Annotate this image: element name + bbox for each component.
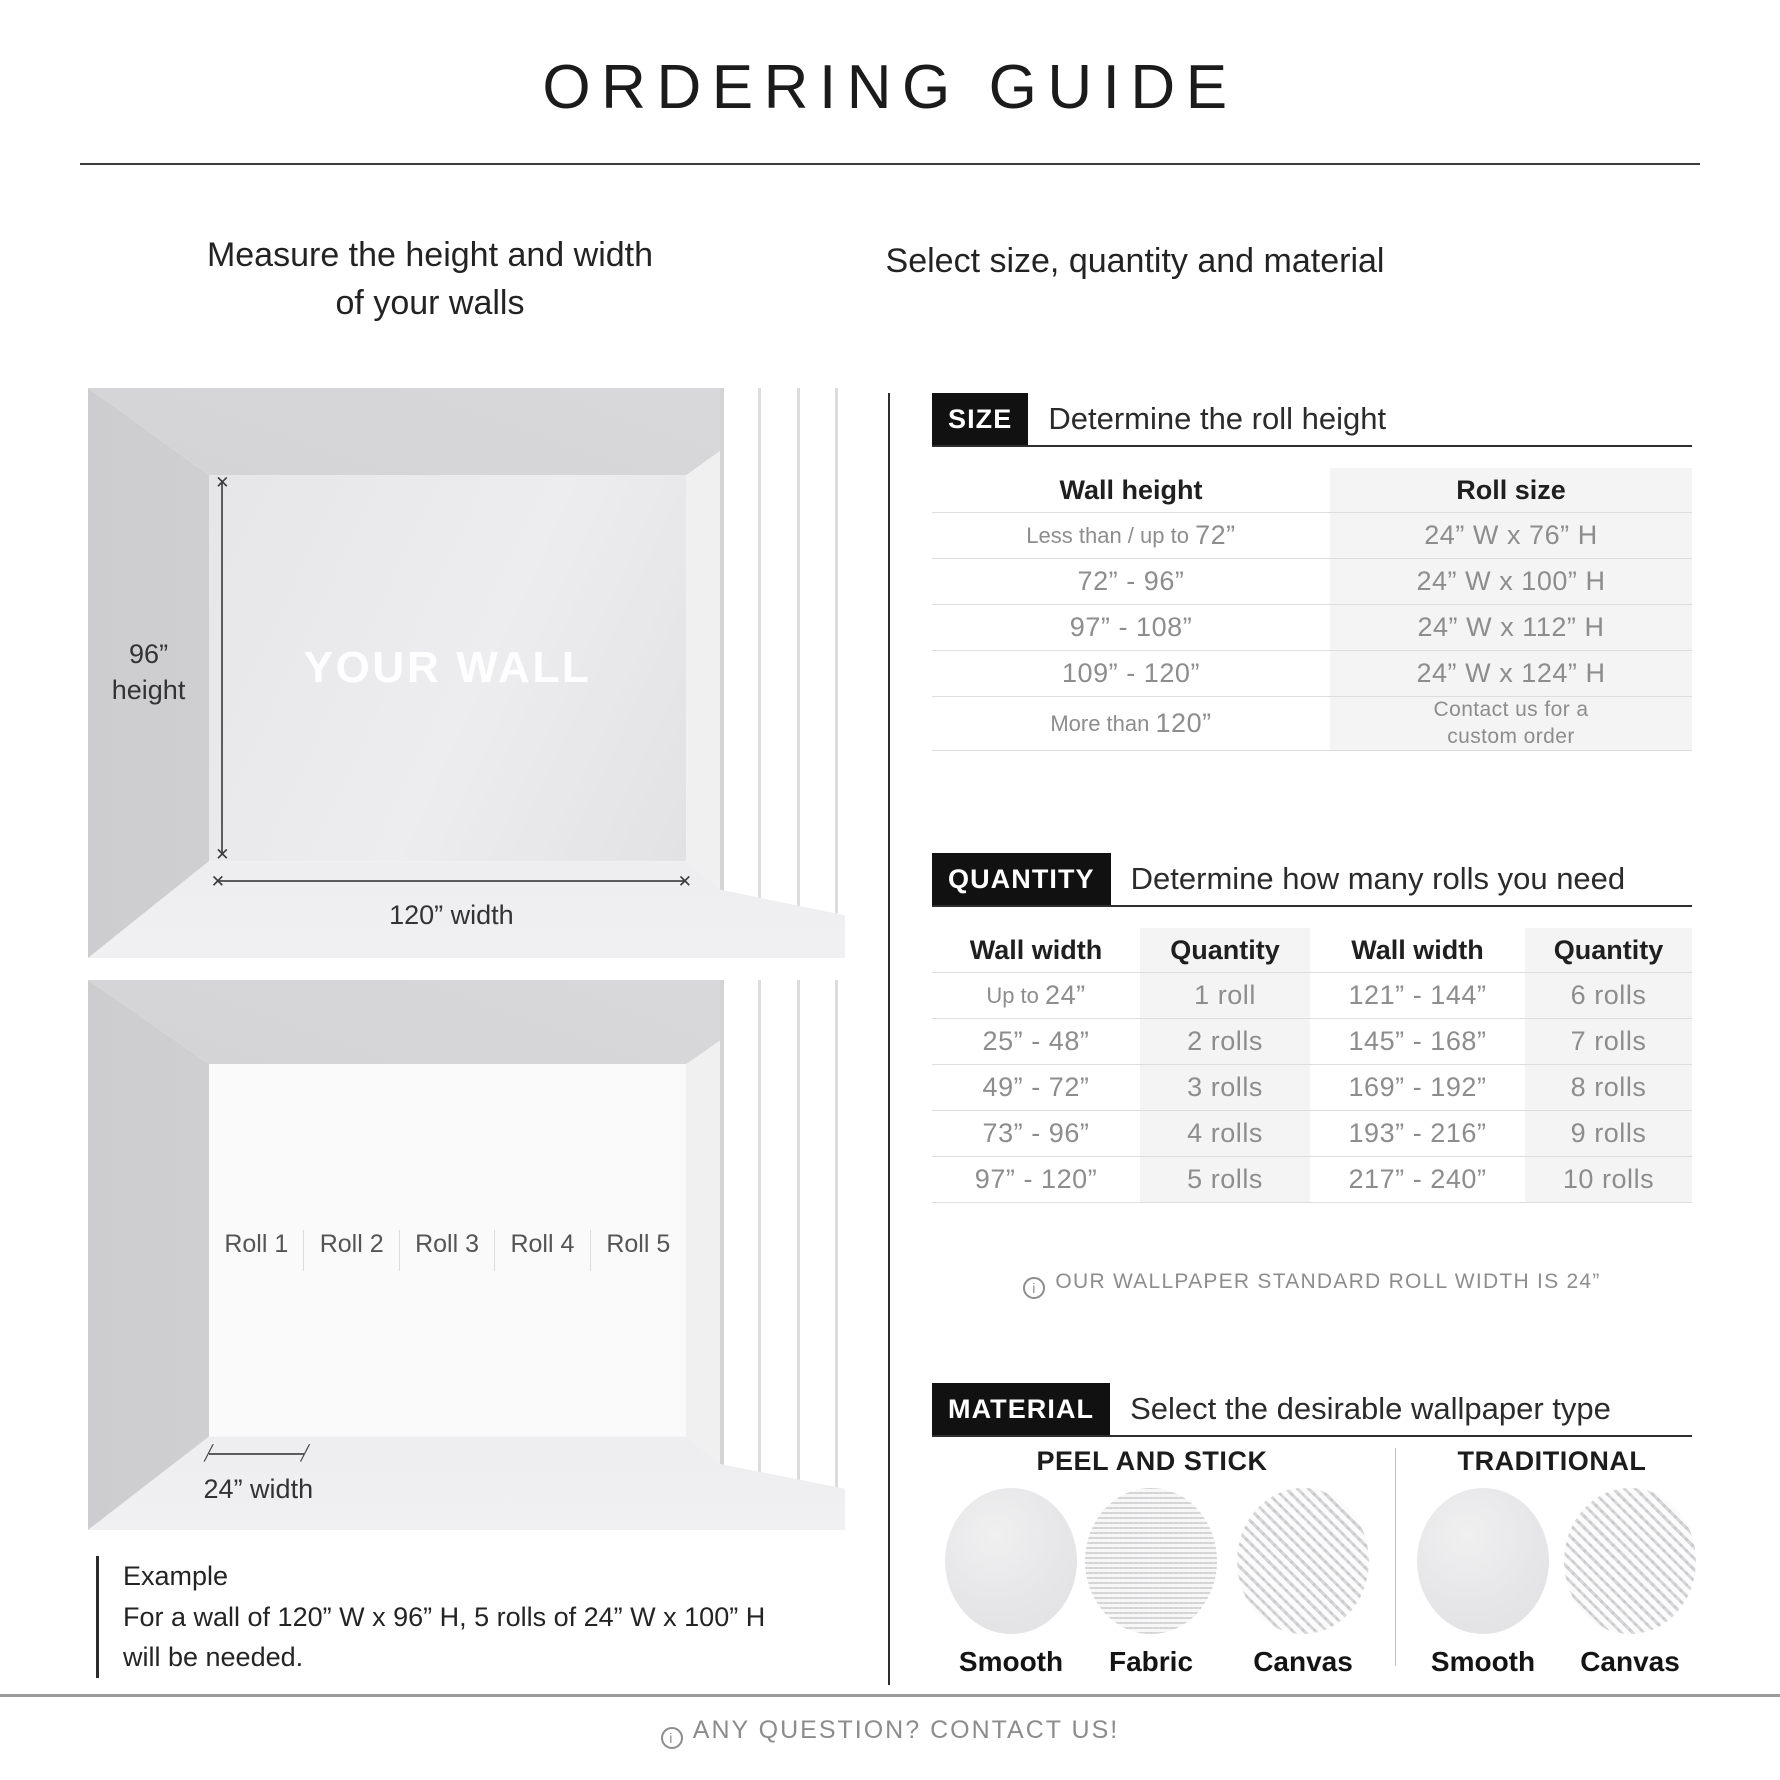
size-roll-cell	[1330, 513, 1692, 559]
cell-value: 6 rolls	[1570, 980, 1647, 1010]
qty-col-wall-width-2: Wall width	[1310, 928, 1525, 973]
size-wall-cell	[932, 513, 1330, 559]
cell-value: 25” - 48”	[982, 1026, 1090, 1056]
qty-wall-cell	[932, 1065, 1140, 1111]
cell-value: 24” W x 76” H	[1424, 520, 1598, 550]
left-heading-line1: Measure the height and width	[206, 236, 654, 274]
qty-count-cell	[1525, 1019, 1692, 1065]
cell-prefix: More than	[1050, 710, 1156, 736]
roll-width-measure-line	[204, 1445, 310, 1462]
roll-label: Roll 3	[415, 1229, 480, 1258]
cell-value: 1 roll	[1194, 980, 1256, 1010]
window-mullion	[835, 388, 838, 958]
quantity-subtitle: Determine how many rolls you need	[1130, 861, 1626, 896]
material-group-peel-and-stick: PEEL AND STICK	[1036, 1446, 1268, 1476]
cell-value: 169” - 192”	[1348, 1072, 1487, 1102]
your-wall-surface	[209, 475, 686, 865]
size-wall-cell	[932, 651, 1330, 697]
wall-height-value: 96”	[129, 638, 169, 669]
measure-tick-icon: ╱	[300, 1445, 310, 1462]
window-mullion	[835, 980, 838, 1530]
roll-label: Roll 5	[606, 1229, 671, 1258]
qty-count-cell	[1140, 1111, 1310, 1157]
height-measure-line	[215, 473, 230, 865]
qty-count-cell	[1140, 973, 1310, 1019]
qty-count-cell	[1525, 1157, 1692, 1203]
material-group-traditional: TRADITIONAL	[1457, 1446, 1647, 1476]
texture-label: Canvas	[1253, 1646, 1353, 1677]
fabric-texture-icon	[1085, 1488, 1217, 1634]
column-divider	[888, 393, 890, 1685]
left-column-heading	[80, 232, 780, 327]
cell-value: 24”	[1045, 980, 1086, 1010]
size-wall-cell	[932, 697, 1330, 751]
cell-value: 120”	[1155, 708, 1212, 738]
roll-wall-surface	[209, 1064, 686, 1436]
wall-width-label: 120” width	[389, 899, 514, 930]
wall-height-word: height	[111, 675, 186, 706]
right-column-heading: Select size, quantity and material	[885, 242, 1385, 280]
material-tag: MATERIAL	[932, 1383, 1110, 1435]
wall-height-label	[99, 636, 197, 709]
cell-value: 193” - 216”	[1348, 1118, 1487, 1148]
material-section-header	[932, 1383, 1692, 1437]
qty-count-cell	[1525, 1111, 1692, 1157]
roll-panel	[591, 1230, 686, 1271]
window-mullion	[758, 980, 761, 1530]
qty-wall-cell	[932, 1111, 1140, 1157]
qty-wall-cell	[932, 973, 1140, 1019]
roll-panel	[304, 1230, 399, 1271]
window-mullion	[797, 980, 800, 1530]
cell-value: Contact us for a custom order	[1433, 698, 1589, 748]
cell-value: 10 rolls	[1562, 1164, 1655, 1194]
smooth-texture-icon	[1417, 1488, 1549, 1634]
texture-label: Canvas	[1580, 1646, 1680, 1677]
cell-value: 2 rolls	[1187, 1026, 1263, 1056]
cell-value: 145” - 168”	[1348, 1026, 1487, 1056]
qty-count-cell	[1140, 1157, 1310, 1203]
roll-width-note	[932, 1270, 1692, 1299]
roll-width-note-text: OUR WALLPAPER STANDARD ROLL WIDTH IS 24”	[1055, 1270, 1601, 1293]
roll-label: Roll 4	[510, 1229, 575, 1258]
cell-value: 97” - 108”	[1069, 612, 1193, 642]
example-line2: will be needed.	[123, 1642, 304, 1672]
cell-value: 24” W x 112” H	[1417, 612, 1605, 642]
size-col-roll-size: Roll size	[1330, 468, 1692, 513]
canvas-texture-icon	[1237, 1488, 1369, 1634]
cell-value: 4 rolls	[1187, 1118, 1263, 1148]
cell-value: 49” - 72”	[982, 1072, 1090, 1102]
texture-label: Fabric	[1108, 1646, 1194, 1677]
cell-value: 72”	[1195, 520, 1236, 550]
room-window	[720, 388, 845, 958]
roll-label: Roll 2	[319, 1229, 384, 1258]
texture-label: Smooth	[1430, 1646, 1536, 1677]
size-wall-cell	[932, 605, 1330, 651]
size-roll-cell	[1330, 651, 1692, 697]
info-icon: i	[1023, 1277, 1045, 1299]
room-window	[720, 980, 845, 1530]
texture-label: Smooth	[958, 1646, 1064, 1677]
qty-col-wall-width-1: Wall width	[932, 928, 1140, 973]
roll-panel	[495, 1230, 590, 1271]
footer-divider	[0, 1694, 1780, 1697]
measure-end-mark-icon: ✕	[677, 872, 693, 892]
page-title: ORDERING GUIDE	[542, 53, 1238, 122]
qty-wall-cell	[1310, 1157, 1525, 1203]
info-icon: i	[661, 1727, 683, 1749]
window-mullion	[758, 388, 761, 958]
size-tag: SIZE	[932, 393, 1028, 445]
size-wall-cell	[932, 559, 1330, 605]
qty-wall-cell	[1310, 1019, 1525, 1065]
size-roll-cell	[1330, 605, 1692, 651]
size-roll-cell	[1330, 559, 1692, 605]
width-measure-line	[210, 872, 693, 892]
title-divider	[80, 163, 1700, 165]
cell-value: 7 rolls	[1570, 1026, 1647, 1056]
qty-count-cell	[1140, 1065, 1310, 1111]
roll-label: Roll 1	[224, 1229, 289, 1258]
footer-contact-text: ANY QUESTION? CONTACT US!	[692, 1716, 1120, 1744]
cell-value: 9 rolls	[1570, 1118, 1647, 1148]
size-col-wall-height: Wall height	[932, 468, 1330, 513]
cell-value: 109” - 120”	[1061, 658, 1200, 688]
example-line1: For a wall of 120” W x 96” H, 5 rolls of 24” W x 100” H	[123, 1601, 766, 1632]
qty-wall-cell	[1310, 973, 1525, 1019]
cell-value: 8 rolls	[1570, 1072, 1647, 1102]
roll-width-label: 24” width	[203, 1473, 314, 1504]
size-subtitle: Determine the roll height	[1048, 401, 1387, 436]
example-note	[96, 1556, 836, 1678]
qty-wall-cell	[932, 1019, 1140, 1065]
qty-wall-cell	[932, 1157, 1140, 1203]
quantity-section-header	[932, 853, 1692, 907]
room-illustration-your-wall	[88, 388, 845, 958]
size-roll-cell	[1330, 697, 1692, 751]
qty-wall-cell	[1310, 1065, 1525, 1111]
qty-col-quantity-2: Quantity	[1525, 928, 1692, 973]
quantity-tag: QUANTITY	[932, 853, 1111, 905]
cell-value: 97” - 120”	[974, 1164, 1098, 1194]
canvas-texture-icon	[1564, 1488, 1696, 1634]
cell-value: 3 rolls	[1187, 1072, 1263, 1102]
measure-tick-icon: ╱	[204, 1445, 214, 1462]
cell-value: 24” W x 124” H	[1416, 658, 1606, 688]
window-mullion	[797, 388, 800, 958]
cell-value: 24” W x 100” H	[1416, 566, 1606, 596]
room-illustration-rolls	[88, 980, 845, 1530]
roll-panel	[400, 1230, 495, 1271]
cell-value: 72” - 96”	[1077, 566, 1185, 596]
cell-prefix: Less than / up to	[1026, 522, 1196, 548]
footer-contact	[0, 1716, 1780, 1749]
qty-count-cell	[1525, 973, 1692, 1019]
left-heading-line2: of your walls	[335, 283, 525, 322]
cell-value: 121” - 144”	[1348, 980, 1487, 1010]
size-section-header	[932, 393, 1692, 447]
size-table	[932, 468, 1692, 751]
qty-count-cell	[1525, 1065, 1692, 1111]
roll-panel	[209, 1230, 304, 1271]
qty-count-cell	[1140, 1019, 1310, 1065]
cell-value: 217” - 240”	[1348, 1164, 1487, 1194]
qty-wall-cell	[1310, 1111, 1525, 1157]
material-group-divider	[1395, 1448, 1396, 1666]
smooth-texture-icon	[945, 1488, 1077, 1634]
measure-end-mark-icon: ✕	[215, 473, 230, 493]
measure-end-mark-icon: ✕	[210, 872, 225, 892]
cell-value: 5 rolls	[1187, 1164, 1263, 1194]
qty-col-quantity-1: Quantity	[1140, 928, 1310, 973]
measure-end-mark-icon: ✕	[215, 845, 230, 865]
cell-value: 73” - 96”	[982, 1118, 1090, 1148]
example-title: Example	[123, 1561, 229, 1591]
material-subtitle: Select the desirable wallpaper type	[1130, 1391, 1611, 1426]
quantity-table	[932, 928, 1692, 1203]
cell-prefix: Up to	[986, 982, 1046, 1008]
your-wall-label: YOUR WALL	[303, 643, 592, 693]
material-options-area	[932, 1446, 1692, 1682]
